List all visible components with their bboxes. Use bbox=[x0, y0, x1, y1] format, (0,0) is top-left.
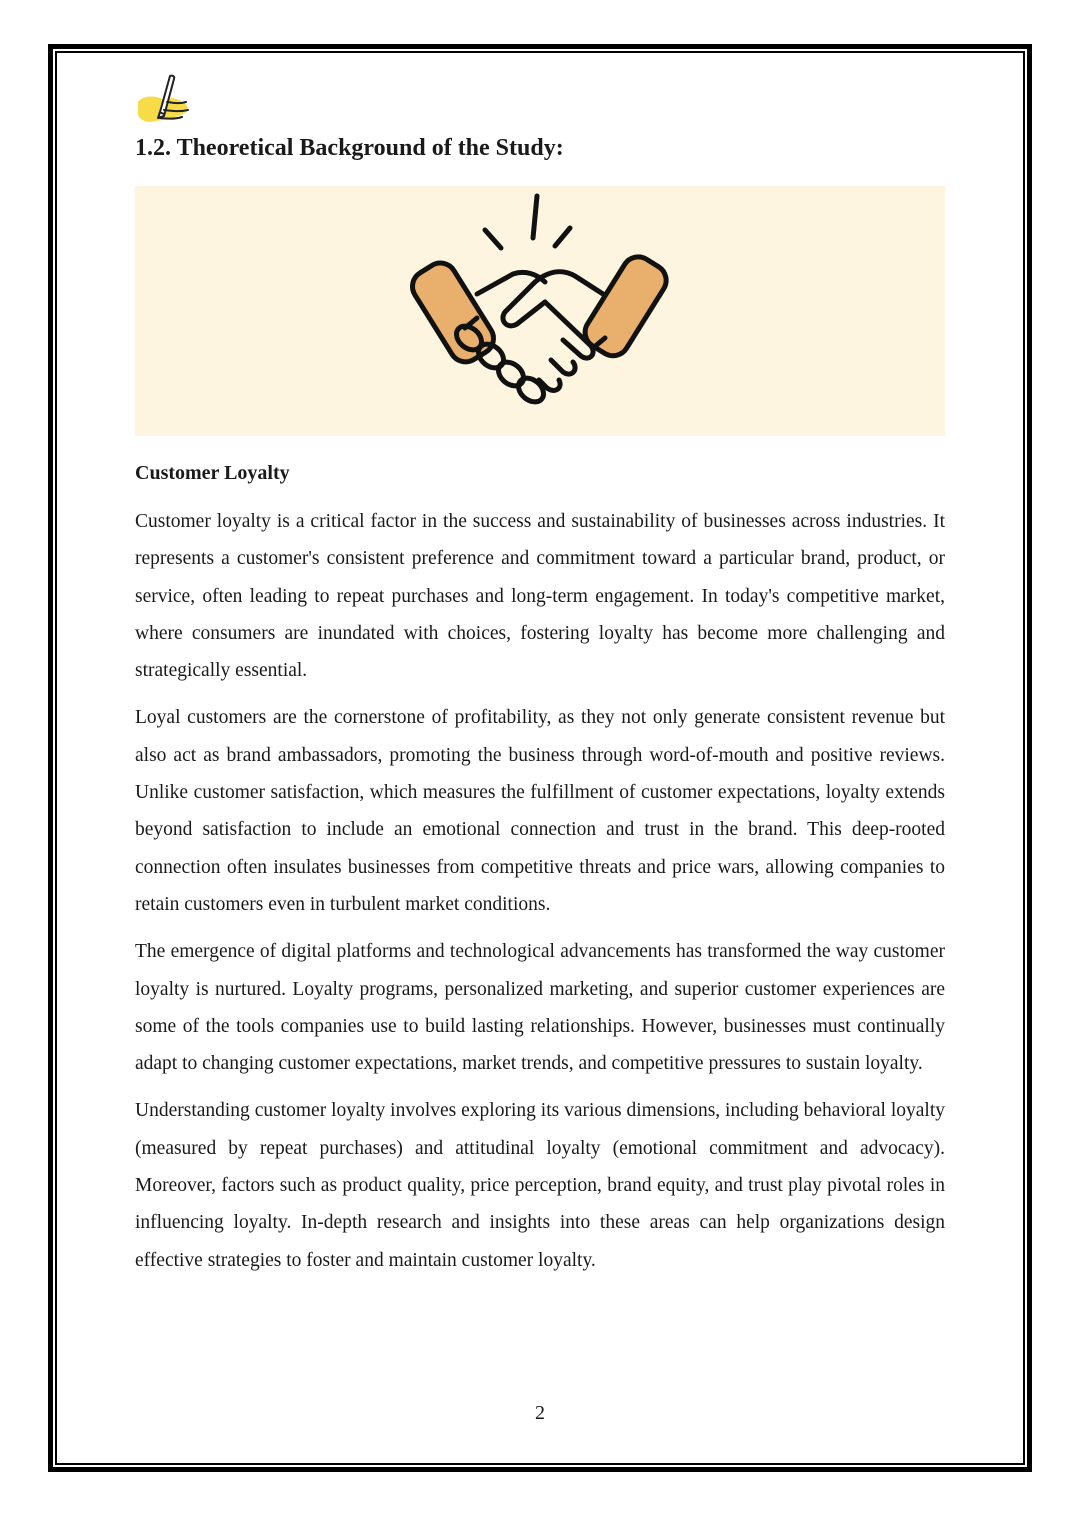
section-content bbox=[135, 457, 945, 1289]
handshake-banner bbox=[135, 186, 945, 436]
handshake-icon bbox=[395, 190, 685, 432]
paragraph-4: Understanding customer loyalty involves exploring its various dimensions, including behavioral loyalty (measured by repeat purchases) and attitudinal loyalty (emotional commitment and advocacy). Moreover, factors such as product quality, price perception, brand equity, and trust play pivotal roles in influencing loyalty. In-depth research and insights into these areas can help organizations design effective strategies to foster and maintain customer loyalty. bbox=[135, 1100, 945, 1271]
page-number: 2 bbox=[535, 1402, 545, 1424]
paragraph-1: Customer loyalty is a critical factor in the success and sustainability of businesses across industries. It represents a customer's consistent preference and commitment toward a particular brand, product, or service, often leading to repeat purchases and long-term engagement. In today's competitive market, where consumers are inundated with choices, fostering loyalty has become more challenging and strategically essential. bbox=[135, 511, 945, 682]
page-title: 1.2. Theoretical Background of the Study: bbox=[135, 135, 564, 161]
section-subheading: Customer Loyalty bbox=[135, 462, 290, 484]
paragraph-2: Loyal customers are the cornerstone of profitability, as they not only generate consistent revenue but also act as brand ambassadors, promoting the business through word-of-mouth and positive reviews. Unlike customer satisfaction, which measures the fulfillment of customer expectations, loyalty extends beyond satisfaction to include an emotional connection and trust in the brand. This deep-rooted connection often insulates businesses from competitive threats and price wars, allowing companies to retain customers even in turbulent market conditions. bbox=[135, 707, 945, 915]
pen-on-highlight-icon bbox=[134, 72, 200, 130]
paragraph-3: The emergence of digital platforms and technological advancements has transformed the way customer loyalty is nurtured. Loyalty programs, personalized marketing, and superior customer experiences are some of the tools companies use to build lasting relationships. However, businesses must continually adapt to changing customer expectations, market trends, and competitive pressures to sustain loyalty. bbox=[135, 941, 945, 1075]
